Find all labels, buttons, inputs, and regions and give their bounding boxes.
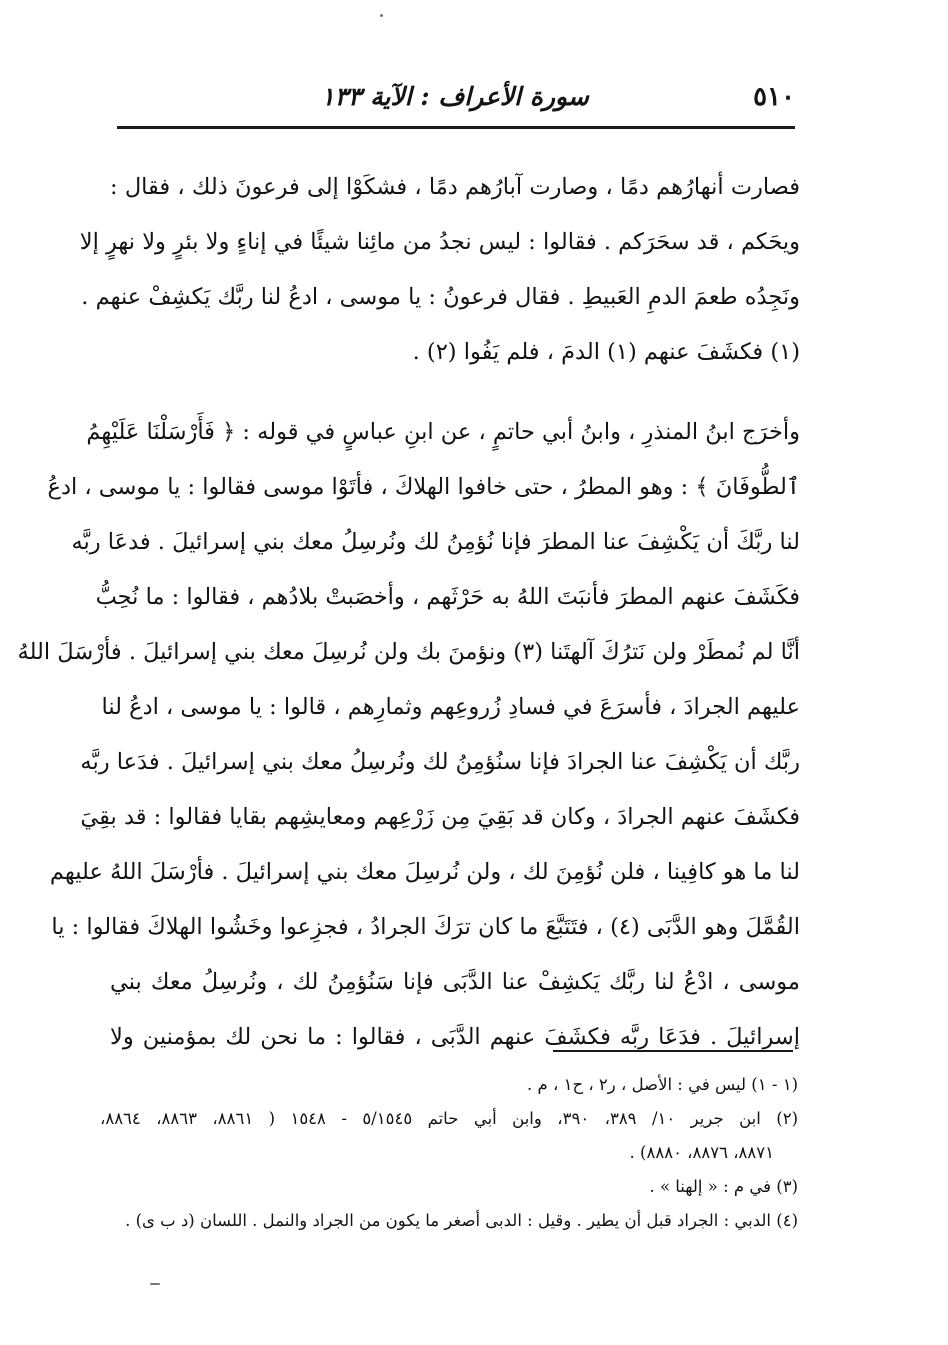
text-line: وأخرَج ابنُ المنذرِ ، وابنُ أبي حاتمٍ ، عن ابنِ عباسٍ في قوله : ﴿ فَأَرْسَلْنَا عَلَيْهِمُ [86,419,800,445]
footnotes [100,1068,798,1238]
text-line: لنا ربَّكَ أن يَكْشِفَ عنا المطرَ فإنا نُؤمِنُ لك ونُرسِلُ معك بني إسرائيلَ . فدعَا ربَّه [71,529,800,555]
text-line: ويحَكم ، قد سحَرَكم . فقالوا : ليس نجدُ من مائِنا شيئًا في إناءٍ ولا بئرٍ ولا نهرٍ إلا [79,229,800,255]
scan-speck [380,14,383,17]
footnote-2-continuation: ٨٨٧١، ٨٨٧٦، ٨٨٨٠) . [629,1143,774,1162]
text-line: إسرائيلَ . فدَعَا ربَّه فكشَفَ عنهم الدَّبَى ، فقالوا : ما نحن لك بمؤمنين ولا [110,1024,800,1050]
text-line: فصارت أنهارُهم دمًا ، وصارت آبارُهم دمًا ، فشكَوْا إلى فرعونَ ذلك ، فقال : [110,174,800,200]
footnote-3: (٣) في م : « إلهنا » . [649,1177,798,1196]
running-title: سورة الأعراف : الآية ١٣٣ [321,82,589,111]
page-header [115,76,795,116]
footnote-separator [553,1050,793,1052]
paragraph-2 [17,405,800,1065]
paragraph-gap [110,380,800,405]
text-line: (١) فكشَفَ عنهم (١) الدمَ ، فلم يَفُوا (٢) . [412,339,800,365]
text-line: ٱلطُّوفَانَ ﴾ : وهو المطرُ ، حتى خافوا الهلاكَ ، فأتَوْا موسى فقالوا : يا موسى ، ادعُ [47,474,800,500]
text-line: موسى ، ادْعُ لنا ربَّك يَكشِفْ عنا الدَّبَى فإنا سَنُؤمِنُ لك ، ونُرسِلُ معك بني [110,969,800,995]
text-line: فكشَفَ عنهم الجرادَ ، وكان قد بَقِيَ مِن زَرْعِهم ومعايشِهم بقايا فقالوا : قد بقِيَ [80,804,800,830]
text-line: عليهم الجرادَ ، فأسرَعَ في فسادِ زُروعِهم وثمارِهم ، قالوا : يا موسى ، ادعُ لنا [101,694,800,720]
text-line: القُمَّلَ وهو الدَّبَى (٤) ، فتَتَبَّعَ ما كان ترَكَ الجرادُ ، فجزِعوا وخَشُوا الهلاكَ فقالوا : يا [51,914,800,940]
scan-speck [150,1283,160,1285]
body-text [17,160,800,1065]
text-line: لنا ما هو كافِينا ، فلن نُؤمِنَ لك ، ولن نُرسِلَ معك بني إسرائيلَ . فأرْسَلَ اللهُ عليهم [49,859,800,885]
header-rule [117,126,795,129]
text-line: ربَّك أن يَكْشِفَ عنا الجرادَ فإنا سنُؤمِنُ لك ونُرسِلُ معك بني إسرائيلَ . فدَعا ربَّه [80,749,800,775]
text-line: فكَشَفَ عنهم المطرَ فأنبَتَ اللهُ به حَرْثَهم ، وأخصَبتْ بلادُهم ، فقالوا : ما نُحِبُّ [95,584,800,610]
footnote-1: (١ - ١) ليس في : الأصل ، ر٢ ، ح١ ، م . [527,1075,798,1094]
footnote-2: (٢) ابن جرير ١٠/ ٣٨٩، ٣٩٠، وابن أبي حاتم ٥/١٥٤٥ - ١٥٤٨ ( ٨٨٦١، ٨٨٦٣، ٨٨٦٤، [100,1109,798,1128]
page-number: ٥١٠ [753,82,795,112]
paragraph-1 [79,160,800,380]
footnote-4: (٤) الدبي : الجراد قبل أن يطير . وقيل : الدبى أصغر ما يكون من الجراد والنمل . اللسان (د ب ى) . [125,1211,798,1230]
text-line: أنَّا لم نُمطَرْ ولن نَترُكَ آلهتَنا (٣) ونؤمنَ بك ولن نُرسِلَ معك بني إسرائيلَ . فأرْسَلَ اللهُ [17,639,800,665]
text-line: ونَجِدُه طعمَ الدمِ العَبيطِ . فقال فرعونُ : يا موسى ، ادعُ لنا ربَّك يَكشِفْ عنهم . [81,284,800,310]
